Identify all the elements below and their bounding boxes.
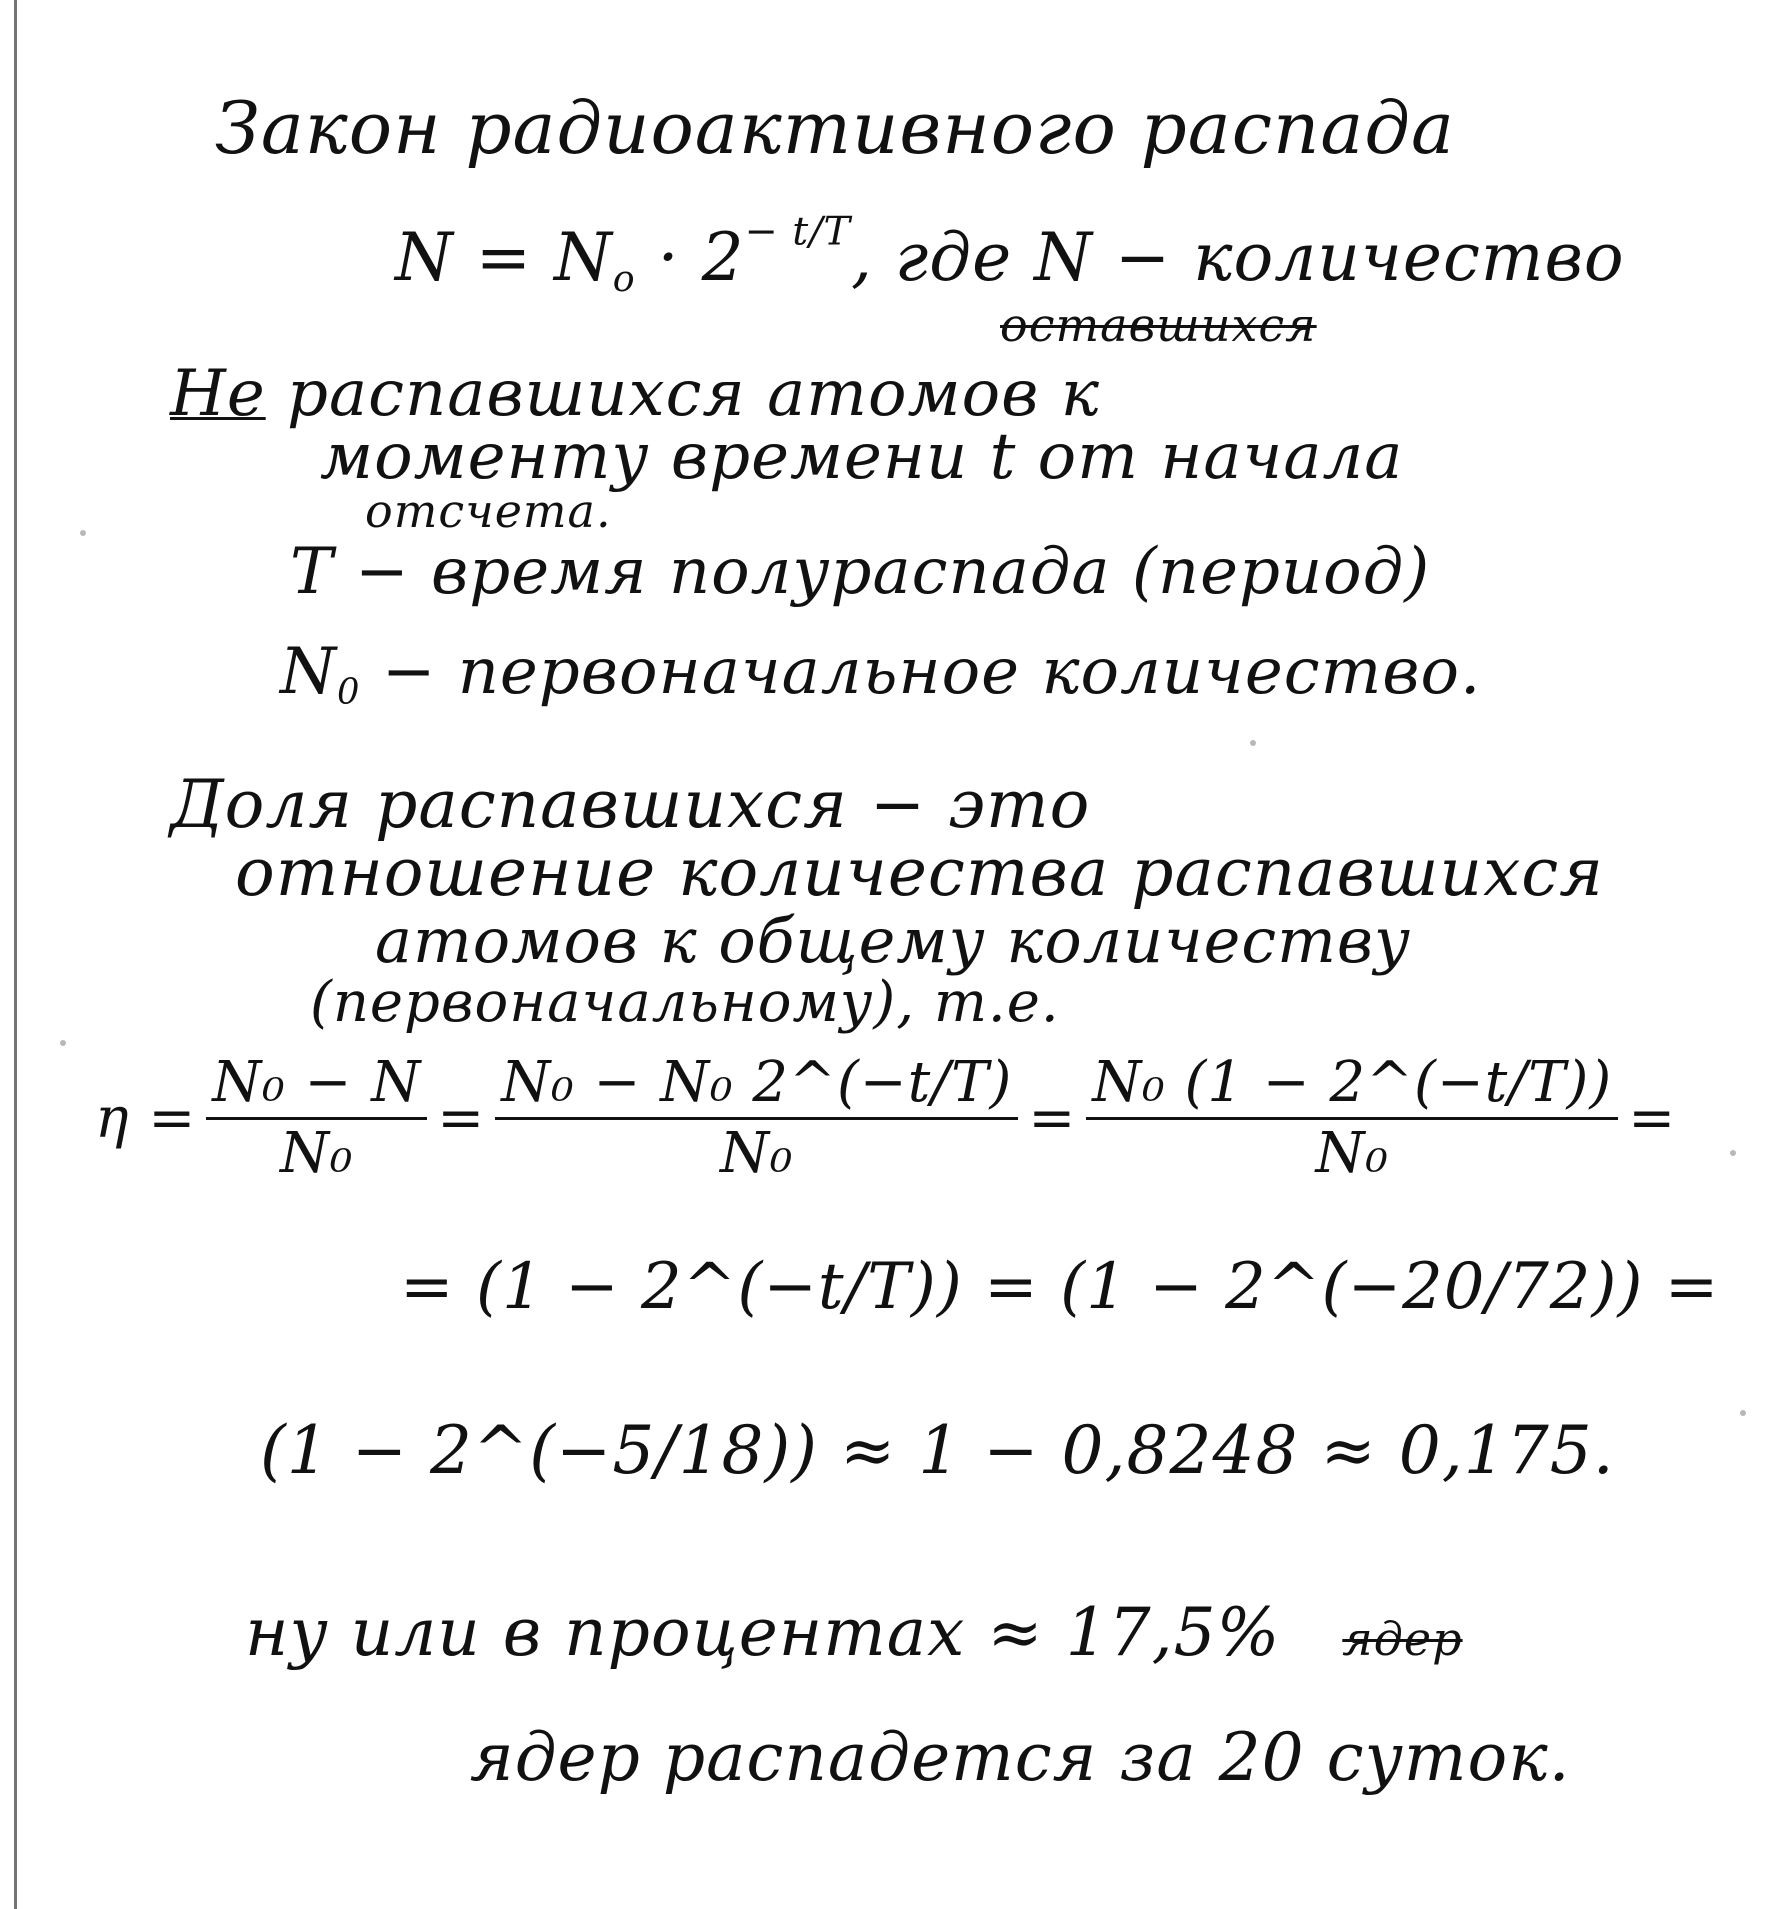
- formula-lhs-subscript: o: [612, 256, 636, 300]
- equals-sign: =: [1628, 1085, 1677, 1151]
- n0-subscript: 0: [337, 671, 361, 713]
- fraction-1: [206, 1050, 427, 1186]
- scan-speck: [1250, 740, 1256, 746]
- fraction-text-line-2: отношение количества распавшихся: [235, 834, 1604, 911]
- fraction-2-numerator: N₀ − N₀ 2^(−t/T): [501, 1050, 1013, 1115]
- scan-speck: [1730, 1150, 1736, 1156]
- fraction-3: [1086, 1050, 1618, 1186]
- equation-line-3: (1 − 2^(−5/18)) ≈ 1 − 0,8248 ≈ 0,175.: [260, 1412, 1615, 1489]
- formula-lhs: N = N: [395, 219, 613, 296]
- scan-speck: [80, 530, 86, 536]
- definition-n-text: распавшихся атомов к: [265, 357, 1100, 431]
- fraction-3-numerator: N₀ (1 − 2^(−t/T)): [1092, 1050, 1613, 1115]
- equation-line-1: [95, 1050, 1677, 1186]
- definition-n-line-3: отсчета.: [365, 484, 612, 538]
- equals-sign: =: [437, 1085, 486, 1151]
- fraction-1-denominator: N₀: [280, 1121, 354, 1186]
- fraction-2-denominator: N₀: [720, 1121, 794, 1186]
- equation-line-2: = (1 − 2^(−t/T)) = (1 − 2^(−20/72)) =: [400, 1250, 1720, 1324]
- scan-speck: [60, 1040, 66, 1046]
- struck-word-remaining: оставшихся: [1000, 298, 1317, 352]
- decay-law-formula: [395, 208, 1625, 300]
- fraction-3-denominator: N₀: [1315, 1121, 1389, 1186]
- fraction-text-line-4: (первоначальному), т.е.: [310, 970, 1060, 1035]
- definition-n0: [280, 635, 1482, 713]
- conclusion-line-2: ядер распадется за 20 суток.: [470, 1719, 1571, 1796]
- conclusion-line-1: [245, 1594, 1463, 1671]
- fraction-3-bar: [1086, 1117, 1618, 1120]
- page-left-edge: [14, 0, 17, 1909]
- eta-symbol: η =: [95, 1085, 197, 1151]
- struck-word-nuclei: ядер: [1342, 1612, 1463, 1666]
- fraction-text-line-1: Доля распавшихся − это: [170, 766, 1091, 843]
- fraction-text-line-3: атомов к общему количеству: [375, 904, 1411, 977]
- fraction-2: [495, 1050, 1018, 1186]
- fraction-1-numerator: N₀ − N: [212, 1050, 422, 1115]
- underlined-prefix: Не: [170, 357, 266, 431]
- fraction-2-bar: [495, 1117, 1018, 1120]
- definition-n-line-1: [170, 357, 1100, 431]
- formula-base: · 2: [635, 219, 745, 296]
- definition-t: T − время полураспада (период): [290, 535, 1431, 609]
- definition-n-line-2: моменту времени t от начала: [320, 420, 1404, 494]
- n0-symbol: N: [280, 635, 337, 709]
- scan-speck: [1740, 1410, 1746, 1416]
- fraction-1-bar: [206, 1117, 427, 1120]
- formula-tail: , где N − количество: [850, 219, 1625, 296]
- formula-exponent: − t/T: [744, 208, 851, 255]
- equals-sign: =: [1028, 1085, 1077, 1151]
- page-title: Закон радиоактивного распада: [215, 86, 1455, 170]
- n0-definition-text: − первоначальное количество.: [360, 635, 1482, 709]
- conclusion-text: ну или в процентах ≈ 17,5%: [245, 1594, 1281, 1671]
